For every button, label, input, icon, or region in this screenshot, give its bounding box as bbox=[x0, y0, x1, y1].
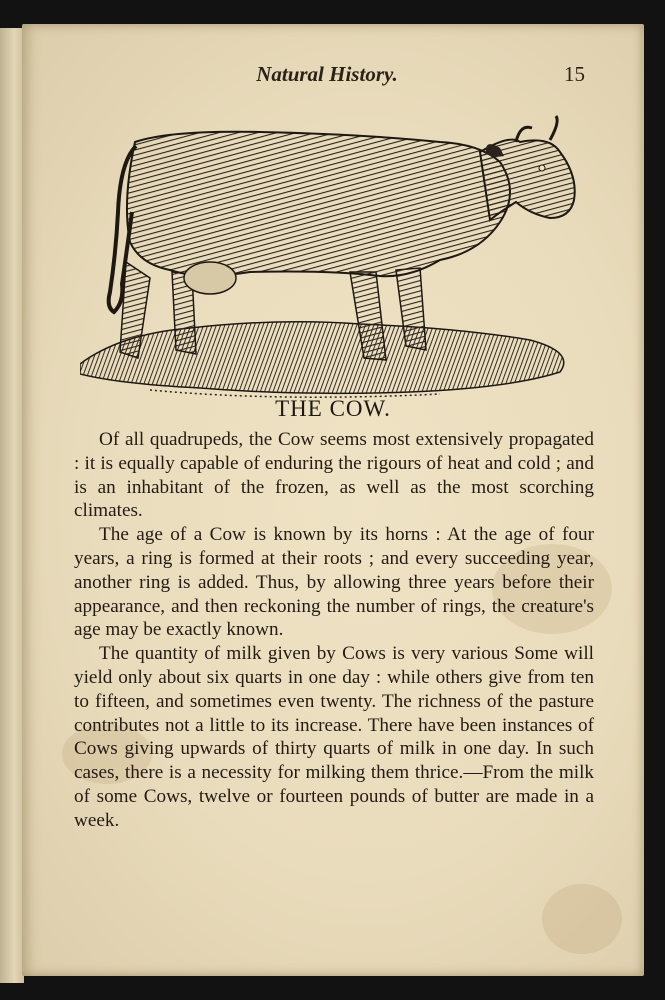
paragraph: The age of a Cow is known by its horns : At the age of four years, a ring is formed at their roots ; and every succeeding year, another ring is added. Thus, by allowing three years before their appearance, and then reckoning the number of rings, the creature's age may be exactly known. bbox=[74, 524, 594, 641]
paragraph: Of all quadrupeds, the Cow seems most extensively propagated : it is equally capable of enduring the rigours of heat and cold ; and is an inhabitant of the frozen, as well as the most scorching climates. bbox=[74, 429, 594, 522]
article-heading: THE COW. bbox=[275, 396, 391, 421]
age-stain bbox=[542, 884, 622, 954]
paragraph: The quantity of milk given by Cows is very various Some will yield only about six quarts in one day : while others give from ten to fifteen, and sometimes even twenty. The richness of the pasture contributes not a little to its increase. There have been instances of Cows giving upwards of thirty quarts of milk in one day. In such cases, there is a necessity for milking them thrice.—From the milk of some Cows, twelve or fourteen pounds of butter are made in a week. bbox=[74, 643, 594, 831]
running-header: Natural History. bbox=[256, 62, 398, 86]
cow-woodcut-illustration bbox=[80, 102, 580, 422]
left-page-edge bbox=[0, 28, 24, 983]
book-page bbox=[22, 24, 644, 976]
article-body bbox=[74, 428, 594, 833]
page-number: 15 bbox=[564, 62, 585, 86]
